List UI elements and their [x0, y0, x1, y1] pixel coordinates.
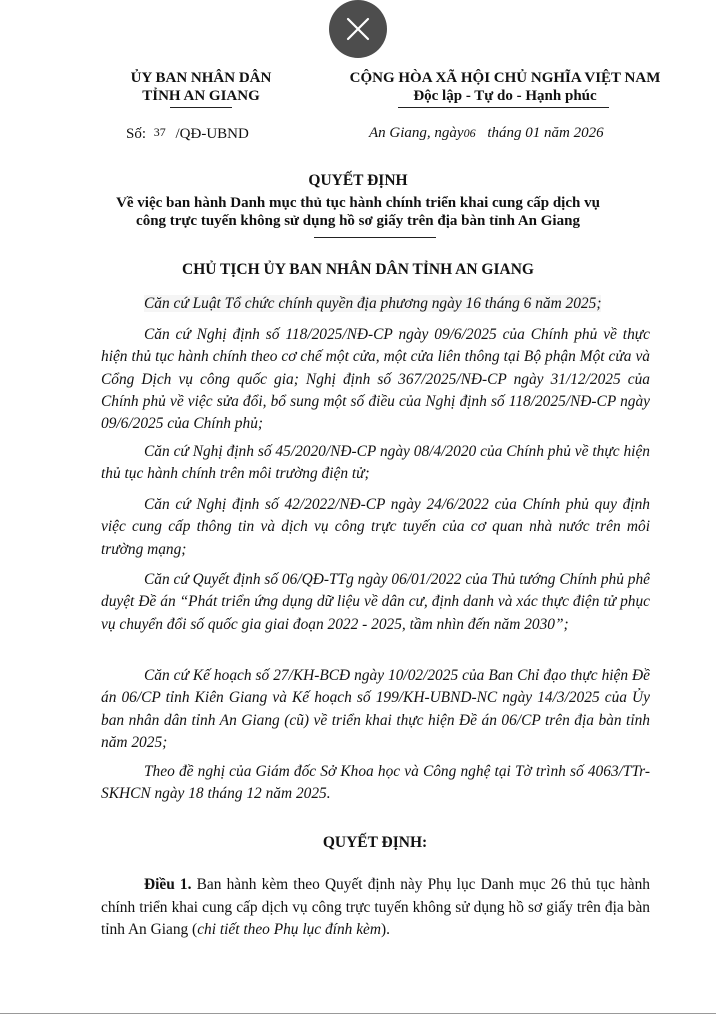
- legal-basis-1-text: Căn cứ Luật Tổ chức chính quyền địa phương ngày 16 tháng 6 năm 2025;: [144, 295, 602, 312]
- agency-name: [111, 69, 291, 105]
- nation-line-2: Độc lập - Tự do - Hạnh phúc: [413, 88, 597, 104]
- article-1-italic: chi tiết theo Phụ lục đính kèm: [197, 921, 381, 938]
- close-button[interactable]: [329, 0, 387, 58]
- legal-basis-5: Căn cứ Quyết định số 06/QĐ-TTg ngày 06/01/2022 của Thủ tướng Chính phủ phê duyệt Đề án “Phát triển ứng dụng dữ liệu về dân cư, định danh và xác thực điện tử phục vụ chuyển đổi số quốc gia giai đoạn 2022 - 2025, tầm nhìn đến năm 2030”;: [101, 571, 650, 633]
- number-value: 37: [153, 125, 166, 139]
- page-bottom-edge: [0, 1013, 716, 1014]
- date-prefix: An Giang, ngày: [369, 125, 464, 141]
- document-number: [126, 125, 249, 143]
- legal-basis-4: Căn cứ Nghị định số 42/2022/NĐ-CP ngày 24/6/2022 của Chính phủ quy định việc cung cấp thông tin và dịch vụ công trực tuyến của cơ quan nhà nước trên môi trường mạng;: [101, 496, 650, 558]
- proposal-basis: Theo đề nghị của Giám đốc Sở Khoa học và Công nghệ tại Tờ trình số 4063/TTr-SKHCN ngày 18 tháng 12 năm 2025.: [101, 763, 650, 803]
- nation-line-1: CỘNG HÒA XÃ HỘI CHỦ NGHĨA VIỆT NAM: [349, 70, 661, 86]
- legal-basis-1: [101, 293, 650, 315]
- article-1: [101, 874, 650, 942]
- date-day: 06: [463, 126, 476, 140]
- article-1-text: Ban hành kèm theo Quyết định này Phụ lục Danh mục 26 thủ tục hành chính triển khai cung cấp dịch vụ công trực tuyến không sử dụng hồ sơ giấy trên địa bàn tỉnh An Giang (: [101, 876, 650, 938]
- document-subject: [0, 194, 716, 230]
- title-underline: [314, 237, 436, 238]
- decision-heading: QUYẾT ĐỊNH:: [322, 834, 428, 851]
- article-1-end: ).: [380, 921, 390, 938]
- agency-line-1: ỦY BAN NHÂN DÂN: [130, 70, 272, 86]
- legal-basis-3: Căn cứ Nghị định số 45/2020/NĐ-CP ngày 08/4/2020 của Chính phủ về thực hiện thủ tục hành chính trên môi trường điện tử;: [101, 443, 650, 483]
- close-icon: [346, 17, 370, 41]
- motto-underline: [398, 107, 609, 108]
- document-title: QUYẾT ĐỊNH: [308, 172, 408, 189]
- number-suffix: /QĐ-UBND: [175, 126, 249, 142]
- subject-line-1: Về việc ban hành Danh mục thủ tục hành chính triển khai cung cấp dịch vụ: [116, 195, 600, 211]
- agency-line-2: TỈNH AN GIANG: [142, 88, 260, 104]
- issuing-authority: CHỦ TỊCH ỦY BAN NHÂN DÂN TỈNH AN GIANG: [182, 261, 534, 278]
- number-prefix: Số:: [126, 126, 147, 142]
- issue-date: [369, 125, 604, 142]
- legal-basis-6: Căn cứ Kế hoạch số 27/KH-BCĐ ngày 10/02/2025 của Ban Chỉ đạo thực hiện Đề án 06/CP tỉnh Kiên Giang và Kế hoạch số 199/KH-UBND-NC ngày 14/3/2025 của Ủy ban nhân dân tỉnh An Giang (cũ) về triển khai thực hiện Đề án 06/CP trên địa bàn tỉnh năm 2025;: [101, 667, 650, 751]
- subject-line-2: công trực tuyến không sử dụng hồ sơ giấy trên địa bàn tỉnh An Giang: [136, 213, 580, 229]
- date-suffix: tháng 01 năm 2026: [487, 125, 604, 141]
- article-1-label: Điều 1.: [144, 876, 192, 893]
- agency-underline: [170, 107, 232, 108]
- national-heading: [334, 69, 676, 105]
- legal-basis-2: Căn cứ Nghị định số 118/2025/NĐ-CP ngày 09/6/2025 của Chính phủ về thực hiện thủ tục hành chính theo cơ chế một cửa, một cửa liên thông tại Bộ phận Một cửa và Cổng Dịch vụ công quốc gia; Nghị định số 367/2025/NĐ-CP ngày 31/12/2025 của Chính phủ về việc sửa đổi, bổ sung một số điều của Nghị định số 118/2025/NĐ-CP ngày 09/6/2025 của Chính phủ;: [101, 326, 650, 433]
